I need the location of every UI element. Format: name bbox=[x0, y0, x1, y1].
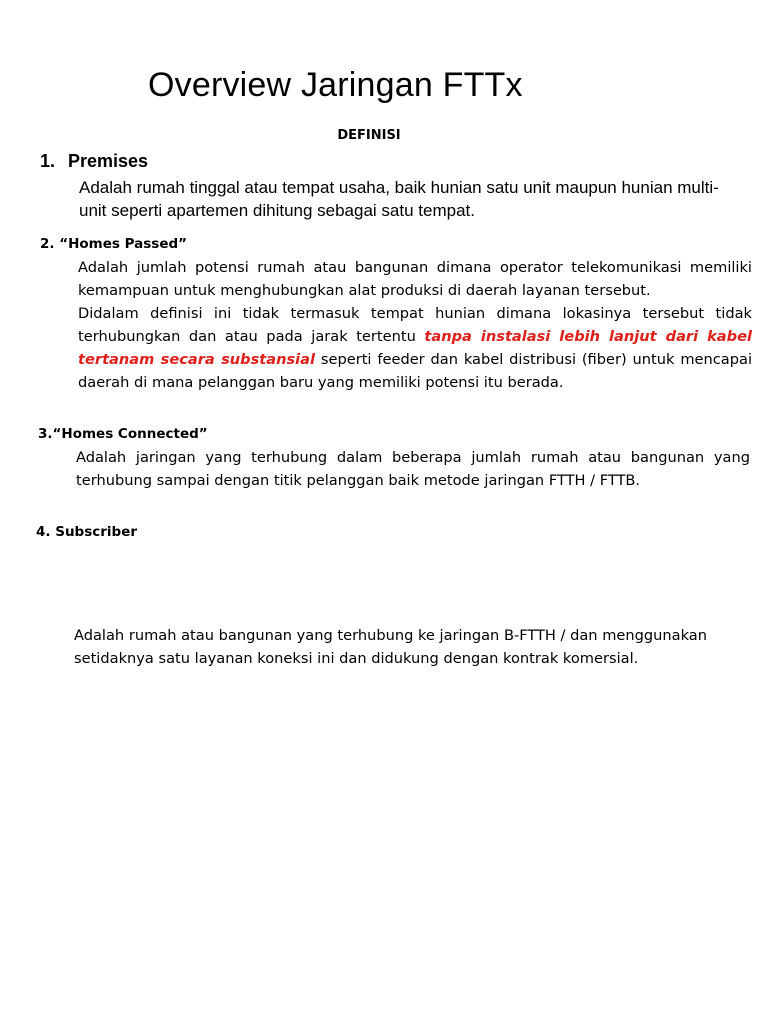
page-title: Overview Jaringan FTTx bbox=[148, 66, 523, 104]
section-heading-subscriber: 4. Subscriber bbox=[36, 524, 138, 540]
section-text-premises: Adalah rumah tinggal atau tempat usaha, baik hunian satu unit maupun hunian multi-unit seperti apartemen dihitung sebagai satu tempat. bbox=[79, 178, 719, 220]
section-heading-label: Premises bbox=[68, 151, 149, 171]
section-text-subscriber: Adalah rumah atau bangunan yang terhubung ke jaringan B-FTTH / dan menggunakan setidaknya satu layanan koneksi ini dan didukung dengan kontrak komersial. bbox=[74, 627, 707, 667]
section-body-homes-passed bbox=[78, 256, 752, 394]
paragraph-text: seperti feeder dan kabel distribusi (fiber) untuk mencapai daerah di mana pelanggan baru yang memiliki potensi itu berada. bbox=[78, 351, 752, 391]
section-heading-homes-passed: 2. “Homes Passed” bbox=[40, 236, 188, 252]
page-subtitle: DEFINISI bbox=[337, 128, 401, 143]
section-heading-premises bbox=[40, 151, 148, 172]
homes-passed-paragraph-1: Adalah jumlah potensi rumah atau bangunan dimana operator telekomunikasi memiliki kemampuan untuk menghubungkan alat produksi di daerah layanan tersebut. bbox=[78, 259, 752, 299]
homes-passed-paragraph-2 bbox=[78, 302, 752, 394]
section-text-homes-connected: Adalah jaringan yang terhubung dalam beberapa jumlah rumah atau bangunan yang terhubung sampai dengan titik pelanggan baik metode jaringan FTTH / FTTB. bbox=[76, 449, 750, 489]
section-heading-homes-connected: 3.“Homes Connected” bbox=[38, 426, 208, 442]
paragraph-text: Didalam definisi ini tidak termasuk tempat hunian dimana lokasinya tersebut tidak terhubungkan dan atau pada jarak tertentu bbox=[78, 305, 752, 345]
section-number: 1. bbox=[40, 151, 56, 171]
highlighted-text: tanpa instalasi lebih lanjut dari kabel tertanam secara substansial bbox=[78, 328, 752, 368]
